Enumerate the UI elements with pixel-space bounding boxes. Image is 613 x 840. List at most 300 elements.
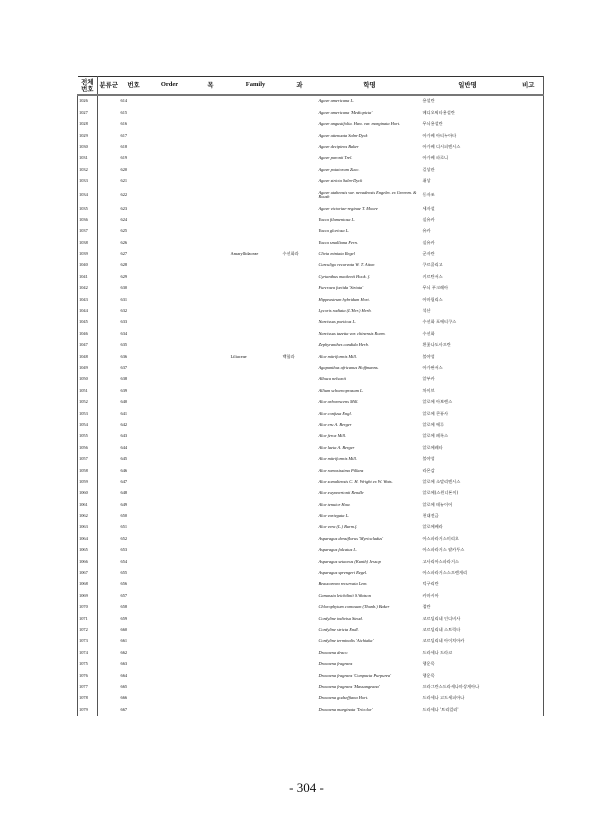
cell-group	[98, 693, 120, 704]
cell-no: 638	[120, 376, 128, 382]
cell-total-no: 1037	[78, 226, 98, 237]
cell-group	[98, 340, 120, 351]
cell-group	[98, 533, 120, 544]
cell-family	[230, 704, 282, 715]
cell-family	[230, 164, 282, 175]
cell-family-kor	[282, 625, 318, 636]
cell-family	[230, 556, 282, 567]
cell-no: 663	[120, 661, 128, 667]
cell-total-no: 1069	[78, 590, 98, 601]
cell-family	[230, 647, 282, 658]
cell-group	[98, 385, 120, 396]
cell-group	[98, 647, 120, 658]
cell-group	[98, 408, 120, 419]
cell-family-kor	[282, 317, 318, 328]
cell-scientific-name: Lycoris radiata (L'Her.) Herb.	[318, 308, 372, 314]
cell-no: 636	[120, 353, 128, 359]
cell-common-name: 아가베 디시피엔시스	[422, 143, 461, 149]
cell-note	[514, 153, 544, 164]
cell-no: 652	[120, 535, 128, 541]
cell-total-no: 1040	[78, 260, 98, 271]
cell-order-kor	[192, 142, 230, 153]
cell-order	[148, 442, 192, 453]
table-body	[78, 95, 544, 716]
cell-common-name: 천대전금	[422, 513, 439, 519]
cell-order	[148, 693, 192, 704]
cell-family-kor	[282, 363, 318, 374]
cell-scientific-name: Cordyline indivisa Steud.	[318, 615, 363, 621]
cell-note	[514, 187, 544, 203]
cell-family	[230, 545, 282, 556]
cell-family-kor	[282, 260, 318, 271]
cell-scientific-name: Cordyline stricta Endl.	[318, 626, 359, 632]
cell-order	[148, 119, 192, 130]
cell-group	[98, 164, 120, 175]
cell-note	[514, 442, 544, 453]
cell-no: 666	[120, 695, 128, 701]
cell-scientific-name: Aloe arborescens Mill.	[318, 399, 359, 405]
cell-note	[514, 408, 544, 419]
cell-order-kor	[192, 420, 230, 431]
cell-note	[514, 107, 544, 118]
cell-order	[148, 374, 192, 385]
cell-note	[514, 670, 544, 681]
cell-family: Amaryllidaceae	[230, 251, 259, 257]
cell-note	[514, 499, 544, 510]
cell-common-name: 아스파라거스 팔카투스	[422, 547, 465, 553]
cell-family-kor	[282, 397, 318, 408]
cell-order	[148, 340, 192, 351]
cell-family-kor	[282, 153, 318, 164]
table-row	[78, 522, 544, 533]
cell-no: 641	[120, 410, 128, 416]
table-row	[78, 602, 544, 613]
cell-order	[148, 647, 192, 658]
cell-group	[98, 249, 120, 260]
cell-group	[98, 431, 120, 442]
cell-order	[148, 164, 192, 175]
cell-total-no: 1044	[78, 306, 98, 317]
cell-order-kor	[192, 579, 230, 590]
cell-family	[230, 226, 282, 237]
cell-scientific-name: Aloe somaliensis C. H. Wright ex W. Wats.	[318, 478, 393, 484]
cell-common-name: 알로에 페록스	[422, 433, 449, 439]
cell-total-no: 1070	[78, 602, 98, 613]
cell-scientific-name: Yucca smalliana Fern.	[318, 239, 358, 245]
cell-total-no: 1039	[78, 249, 98, 260]
cell-order-kor	[192, 465, 230, 476]
cell-family	[230, 670, 282, 681]
cell-family-kor	[282, 420, 318, 431]
cell-no: 614	[120, 98, 128, 104]
cell-note	[514, 420, 544, 431]
cell-note	[514, 130, 544, 141]
cell-order-kor	[192, 226, 230, 237]
cell-common-name: 라몬감	[422, 467, 435, 473]
cell-family-kor	[282, 306, 318, 317]
cell-total-no: 1052	[78, 397, 98, 408]
cell-no: 633	[120, 319, 128, 325]
cell-order-kor	[192, 249, 230, 260]
cell-total-no: 1060	[78, 488, 98, 499]
table-row	[78, 454, 544, 465]
cell-group	[98, 130, 120, 141]
cell-scientific-name: Hippeastrum hybridum Hort.	[318, 296, 370, 302]
header-group: 분류군	[98, 77, 120, 96]
cell-scientific-name: Dracaena fragrans 'Compacta Purpurea'	[318, 672, 392, 678]
cell-scientific-name: Agave americana 'Mediopicta'	[318, 109, 373, 115]
cell-order-kor	[192, 107, 230, 118]
cell-scientific-name: Zephyranthes candida Herb.	[318, 342, 369, 348]
cell-order	[148, 579, 192, 590]
cell-family-kor	[282, 142, 318, 153]
cell-no: 631	[120, 296, 128, 302]
cell-scientific-name: Aloe tenuior Haw.	[318, 501, 351, 507]
cell-total-no: 1062	[78, 511, 98, 522]
cell-no: 621	[120, 178, 128, 184]
table-row	[78, 203, 544, 214]
table-row	[78, 556, 544, 567]
cell-group	[98, 488, 120, 499]
cell-scientific-name: Asparagus densiflorus 'Myriocladus'	[318, 535, 384, 541]
cell-order	[148, 283, 192, 294]
cell-note	[514, 95, 544, 107]
cell-group	[98, 215, 120, 226]
cell-family	[230, 176, 282, 187]
cell-no: 623	[120, 205, 128, 211]
cell-common-name: 드라세나 드라코	[422, 649, 453, 655]
cell-order-kor	[192, 153, 230, 164]
cell-total-no: 1059	[78, 477, 98, 488]
header-common-name: 일반명	[422, 77, 514, 96]
cell-group	[98, 590, 120, 601]
cell-group	[98, 704, 120, 715]
cell-common-name: 아가베 파로니	[422, 155, 449, 161]
cell-group	[98, 203, 120, 214]
table-row	[78, 499, 544, 510]
cell-no: 665	[120, 683, 128, 689]
cell-scientific-name: Narcissus poeticus L.	[318, 319, 357, 325]
cell-note	[514, 454, 544, 465]
header-total-no: 전체 번호	[78, 77, 98, 96]
cell-no: 646	[120, 467, 128, 473]
table-row	[78, 271, 544, 282]
cell-total-no: 1061	[78, 499, 98, 510]
cell-scientific-name: Dracaena godseffiana Hort.	[318, 695, 369, 701]
cell-note	[514, 682, 544, 693]
cell-total-no: 1079	[78, 704, 98, 715]
cell-group	[98, 153, 120, 164]
cell-family-kor	[282, 488, 318, 499]
cell-family	[230, 590, 282, 601]
cell-no: 650	[120, 513, 128, 519]
cell-no: 639	[120, 387, 128, 393]
cell-scientific-name: Dracaena fragrans	[318, 661, 353, 667]
header-scientific-name: 학명	[318, 77, 422, 96]
cell-no: 659	[120, 615, 128, 621]
cell-total-no: 1046	[78, 328, 98, 339]
cell-family-kor	[282, 374, 318, 385]
cell-total-no: 1030	[78, 142, 98, 153]
cell-family-kor	[282, 568, 318, 579]
cell-group	[98, 625, 120, 636]
cell-note	[514, 659, 544, 670]
cell-total-no: 1033	[78, 176, 98, 187]
header-row	[78, 77, 544, 96]
cell-family	[230, 328, 282, 339]
cell-common-name: 접란	[422, 604, 431, 610]
cell-total-no: 1058	[78, 465, 98, 476]
cell-family	[230, 130, 282, 141]
cell-family-kor	[282, 454, 318, 465]
cell-scientific-name: Aloe swynnertonii Rendle	[318, 490, 364, 496]
table-row	[78, 187, 544, 203]
cell-common-name: 메디오픽타용설란	[422, 109, 455, 115]
cell-scientific-name: Asparagus setaceus (Kunth) Jessop	[318, 558, 381, 564]
cell-note	[514, 545, 544, 556]
cell-note	[514, 579, 544, 590]
cell-family	[230, 187, 282, 203]
table-row	[78, 408, 544, 419]
cell-group	[98, 568, 120, 579]
cell-no: 630	[120, 285, 128, 291]
cell-order	[148, 306, 192, 317]
cell-common-name: 코르딜리네 아이치아카	[422, 638, 465, 644]
cell-order	[148, 602, 192, 613]
cell-group	[98, 545, 120, 556]
header-order: Order	[148, 77, 192, 96]
cell-family	[230, 215, 282, 226]
cell-order-kor	[192, 119, 230, 130]
cell-no: 625	[120, 228, 128, 234]
cell-group	[98, 328, 120, 339]
table-row	[78, 95, 544, 107]
cell-order	[148, 682, 192, 693]
cell-family-kor	[282, 283, 318, 294]
cell-order-kor	[192, 164, 230, 175]
cell-note	[514, 215, 544, 226]
cell-order	[148, 533, 192, 544]
cell-scientific-name: Aloe ramosissima Pillans	[318, 467, 364, 473]
cell-note	[514, 340, 544, 351]
cell-scientific-name: Narcissus tazetta var. chinensis Roem.	[318, 330, 386, 336]
cell-order-kor	[192, 590, 230, 601]
cell-order	[148, 142, 192, 153]
cell-order-kor	[192, 363, 230, 374]
cell-group	[98, 454, 120, 465]
cell-order-kor	[192, 271, 230, 282]
cell-family-kor	[282, 556, 318, 567]
cell-family	[230, 454, 282, 465]
table-row	[78, 647, 544, 658]
cell-family-kor	[282, 693, 318, 704]
cell-group	[98, 260, 120, 271]
cell-order-kor	[192, 351, 230, 362]
cell-total-no: 1068	[78, 579, 98, 590]
cell-group	[98, 477, 120, 488]
table-row	[78, 142, 544, 153]
cell-note	[514, 374, 544, 385]
cell-scientific-name: Beaucarnea recurvata Lem.	[318, 581, 368, 587]
cell-family-kor	[282, 328, 318, 339]
cell-no: 615	[120, 109, 128, 115]
cell-family-kor	[282, 670, 318, 681]
cell-no: 619	[120, 155, 128, 161]
cell-note	[514, 647, 544, 658]
cell-common-name: 실유카	[422, 216, 435, 222]
cell-family-kor	[282, 579, 318, 590]
table-row	[78, 176, 544, 187]
cell-total-no: 1057	[78, 454, 98, 465]
cell-order	[148, 385, 192, 396]
table-row	[78, 590, 544, 601]
cell-family-kor	[282, 613, 318, 624]
cell-group	[98, 283, 120, 294]
cell-family	[230, 613, 282, 624]
cell-family-kor	[282, 408, 318, 419]
cell-family	[230, 477, 282, 488]
species-table	[77, 76, 544, 716]
cell-family	[230, 693, 282, 704]
cell-order	[148, 363, 192, 374]
cell-common-name: 불야성	[422, 353, 435, 359]
cell-common-name: 석산	[422, 308, 431, 314]
cell-order-kor	[192, 522, 230, 533]
cell-family	[230, 119, 282, 130]
cell-total-no: 1053	[78, 408, 98, 419]
cell-order	[148, 317, 192, 328]
cell-group	[98, 682, 120, 693]
cell-group	[98, 556, 120, 567]
cell-common-name: 행운목	[422, 672, 435, 678]
table-row	[78, 363, 544, 374]
cell-scientific-name: Agave angustifolia. Haw. var. marginata Hort.	[318, 121, 401, 127]
cell-group	[98, 670, 120, 681]
cell-no: 627	[120, 251, 128, 257]
table-row	[78, 693, 544, 704]
cell-no: 647	[120, 478, 128, 484]
cell-scientific-name: Albuca nelsonii	[318, 376, 346, 382]
cell-group	[98, 499, 120, 510]
cell-note	[514, 488, 544, 499]
cell-family: Liliaceae	[230, 353, 247, 359]
cell-no: 658	[120, 604, 128, 610]
cell-order-kor	[192, 328, 230, 339]
cell-note	[514, 260, 544, 271]
cell-scientific-name: Aloe variegata L.	[318, 513, 350, 519]
cell-family-kor	[282, 511, 318, 522]
cell-common-name: 실유카	[422, 239, 435, 245]
cell-order-kor	[192, 176, 230, 187]
cell-scientific-name: Aloe confusa Engl.	[318, 410, 352, 416]
cell-family-kor	[282, 545, 318, 556]
cell-no: 660	[120, 626, 128, 632]
cell-note	[514, 568, 544, 579]
cell-scientific-name: Dracaena fragrans 'Massangeana'	[318, 683, 380, 689]
cell-family	[230, 107, 282, 118]
cell-note	[514, 590, 544, 601]
cell-scientific-name: Yucca gloriosa L.	[318, 228, 350, 234]
cell-scientific-name: Camassia leichtlinii S.Watson	[318, 592, 371, 598]
cell-family-kor	[282, 294, 318, 305]
header-no: 번호	[120, 77, 148, 96]
cell-family	[230, 522, 282, 533]
cell-scientific-name: Cordyline terminalis 'Aichiaka'	[318, 638, 374, 644]
cell-total-no: 1064	[78, 533, 98, 544]
cell-order-kor	[192, 283, 230, 294]
cell-note	[514, 283, 544, 294]
cell-scientific-name: Agave stricta Salm-Dyck	[318, 178, 363, 184]
cell-order-kor	[192, 636, 230, 647]
cell-family-kor	[282, 499, 318, 510]
cell-scientific-name: Aloe ferox Mill.	[318, 433, 347, 439]
cell-common-name: 덕구리란	[422, 581, 439, 587]
cell-no: 656	[120, 581, 128, 587]
cell-scientific-name: Dracaena marginata 'Tricolor'	[318, 706, 373, 712]
cell-order	[148, 556, 192, 567]
cell-order	[148, 477, 192, 488]
cell-scientific-name: Agave paronii Trel.	[318, 155, 353, 161]
cell-total-no: 1077	[78, 682, 98, 693]
cell-group	[98, 579, 120, 590]
table-row	[78, 636, 544, 647]
cell-order	[148, 499, 192, 510]
cell-no: 664	[120, 672, 128, 678]
cell-note	[514, 142, 544, 153]
cell-total-no: 1031	[78, 153, 98, 164]
cell-family-kor	[282, 130, 318, 141]
cell-common-name: 아마릴리스	[422, 296, 443, 302]
cell-no: 643	[120, 433, 128, 439]
cell-order-kor	[192, 556, 230, 567]
cell-order-kor	[192, 647, 230, 658]
cell-note	[514, 636, 544, 647]
cell-note	[514, 226, 544, 237]
cell-note	[514, 317, 544, 328]
table-row	[78, 153, 544, 164]
cell-note	[514, 511, 544, 522]
table-row	[78, 420, 544, 431]
cell-common-name: 알로에 테뉴이어	[422, 501, 453, 507]
cell-no: 634	[120, 330, 128, 336]
cell-note	[514, 306, 544, 317]
table-row	[78, 130, 544, 141]
cell-group	[98, 613, 120, 624]
cell-no: 648	[120, 490, 128, 496]
cell-family-kor	[282, 271, 318, 282]
cell-order-kor	[192, 545, 230, 556]
cell-note	[514, 522, 544, 533]
cell-order	[148, 511, 192, 522]
header-order-kor: 목	[192, 77, 230, 96]
cell-common-name: 흰꽃나도사프란	[422, 342, 451, 348]
cell-family	[230, 420, 282, 431]
cell-common-name: 알로에 소말리엔시스	[422, 478, 461, 484]
table-row	[78, 385, 544, 396]
cell-total-no: 1066	[78, 556, 98, 567]
cell-family-kor	[282, 533, 318, 544]
cell-order	[148, 249, 192, 260]
table-row	[78, 164, 544, 175]
table-row	[78, 568, 544, 579]
table-row	[78, 442, 544, 453]
cell-scientific-name: Agave americana L.	[318, 98, 354, 104]
cell-order	[148, 215, 192, 226]
cell-no: 618	[120, 143, 128, 149]
cell-scientific-name: Allium schoenoprasum L.	[318, 387, 364, 393]
cell-order	[148, 590, 192, 601]
cell-common-name: 수선화	[422, 330, 435, 336]
